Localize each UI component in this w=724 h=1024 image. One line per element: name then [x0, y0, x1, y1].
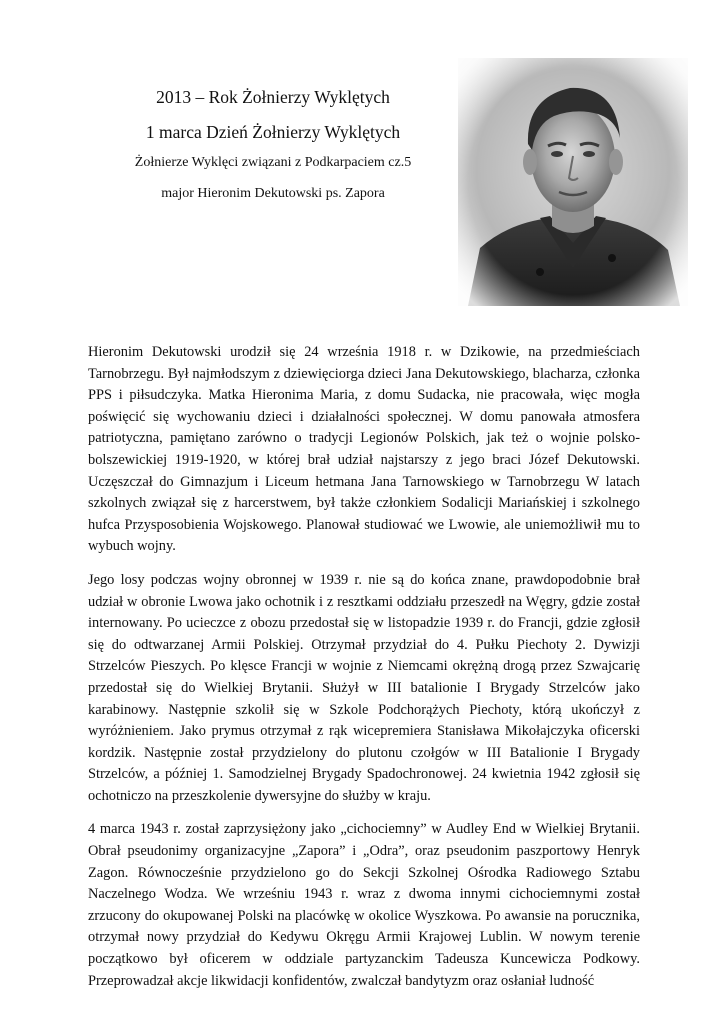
paragraph: Jego losy podczas wojny obronnej w 1939 r. nie są do końca znane, prawdopodobnie brał udział w obronie Lwowa jako ochotnik i z resztkami oddziału przeszedł na Węgry, gdzie został internowany. Po ucieczce z obozu przedostał się w listopadzie 1939 r. do Francji, gdzie zgłosił się do odtwarzanej Armii Polskiej. Otrzymał przydział do 4. Pułku Piechoty 2. Dywizji Strzelców Pieszych. Po klęsce Francji w wojnie z Niemcami okrężną drogą przez Szwajcarię przedostał się do Wielkiej Brytanii. Służył w III batalionie I Brygady Strzelców jako karabinowy. Następnie szkolił się w Szkole Podchorążych Piechoty, którą ukończył z wyróżnieniem. Jako prymus otrzymał z rąk wicepremiera Stanisława Mikołajczyka oficerski kordzik. Następnie został przydzielony do plutonu czołgów w III Batalionie I Brygady Strzelców, a później 1. Samodzielnej Brygady Spadochronowej. 24 kwietnia 1942 zgłosił się ochotniczo na przeszkolenie dywersyjne do służby w kraju. [88, 571, 640, 804]
paragraph: 4 marca 1943 r. został zaprzysiężony jako „cichociemny” w Audley End w Wielkiej Brytanii. Obrał pseudonimy organizacyjne „Zapora” i „Odra”, oraz pseudonim paszportowy Henryk Zagon. Równocześnie przydzielono go do Sekcji Szkolnej Ośrodka Radiowego Sztabu Naczelnego Wodza. We wrześniu 1943 r. wraz z dwoma innymi cichociemnymi został zrzucony do okupowanej Polski na placówkę w okolice Wyszkowa. Po awansie na porucznika, otrzymał nowy przydział do Kedywu Okręgu Armii Krajowej Lublin. W nowym terenie początkowo był oficerem w oddziale partyzanckim Tadeusza Kuncewicza Podkowy. Przeprowadzał akcje likwidacji konfidentów, zwalczał bandytyzm oraz osłaniał ludność [88, 821, 640, 989]
article-body [88, 342, 640, 1004]
document-subtitle: Żołnierze Wyklęci związani z Podkarpaciem cz.5 [134, 155, 412, 170]
document-title: 2013 – Rok Żołnierzy Wyklętych [156, 87, 390, 107]
person-name: major Hieronim Dekutowski ps. Zapora [161, 186, 385, 201]
portrait-photo [458, 58, 688, 306]
paragraph: Hieronim Dekutowski urodził się 24 września 1918 r. w Dzikowie, na przedmieściach Tarnobrzegu. Był najmłodszym z dziewięciorga dzieci Jana Dekutowskiego, blacharza, członka PPS i piłsudczyka. Matka Hieronima Maria, z domu Sudacka, nie pracowała, więc mogła poświęcić się wychowaniu dzieci i działalności społecznej. W domu panowała atmosfera patriotyczna, pamiętano zarówno o tradycji Legionów Polskich, jak też o wojnie polsko-bolszewickiej 1919-1920, w której brał udział najstarszy z jego braci Józef Dekutowski. Uczęszczał do Gimnazjum i Liceum hetmana Jana Tarnowskiego w Tarnobrzegu W latach szkolnych związał się z harcerstwem, był także członkiem Sodalicji Mariańskiej i szkolnego hufca Przysposobienia Wojskowego. Planował studiować we Lwowie, ale uniemożliwił mu to wybuch wojny. [88, 344, 640, 555]
document-title-date: 1 marca Dzień Żołnierzy Wyklętych [145, 122, 401, 142]
title-block [88, 86, 458, 203]
